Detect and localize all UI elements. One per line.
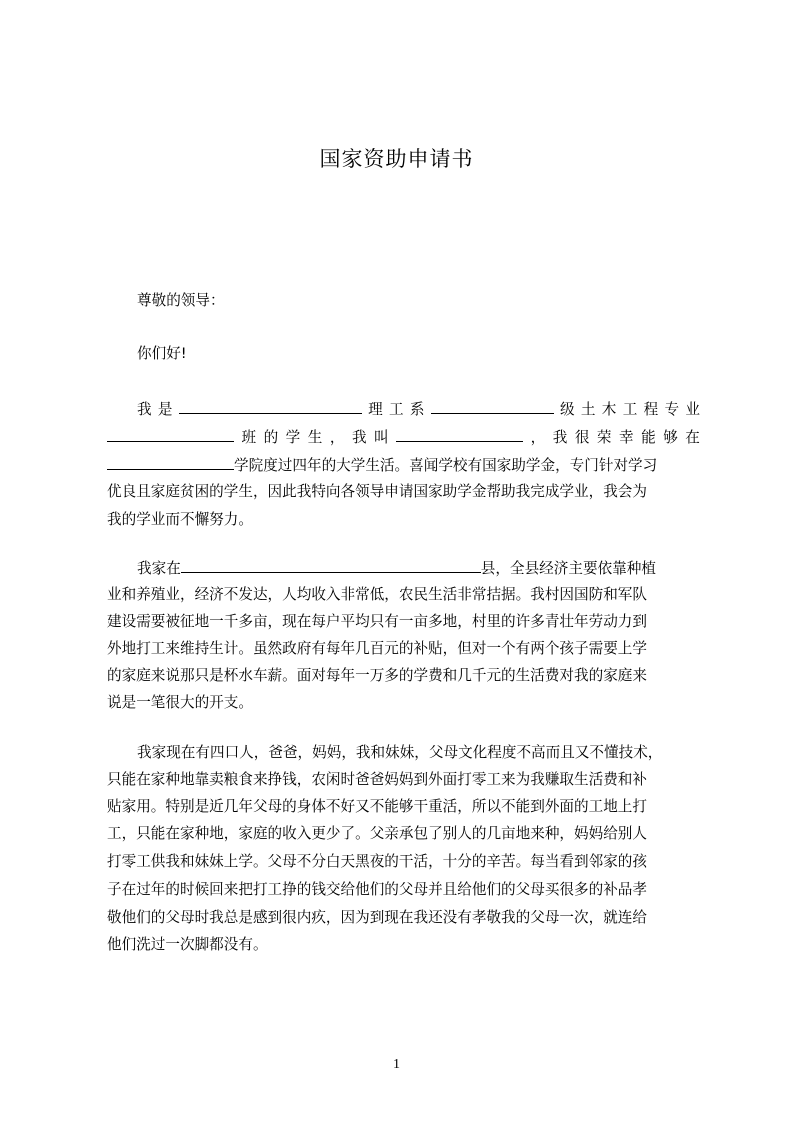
class-blank (107, 426, 234, 442)
p2-line-6: 说是一笔很大的开支。 (107, 694, 253, 711)
p3-line-4: 工，只能在家种地，家庭的收入更少了。父亲承包了别人的几亩地来种，妈妈给别人 (107, 825, 647, 842)
document-title: 国家资助申请书 (319, 147, 474, 171)
p2-line-2: 业和养殖业，经济不发达，人均收入非常低，农民生活非常拮据。我村因国防和军队 (107, 586, 647, 603)
p2-line-4: 外地打工来维持生计。虽然政府有每年几百元的补贴，但对一个有两个孩子需要上学 (107, 640, 647, 657)
p3-line-1: 我家现在有四口人，爸爸，妈妈，我和妹妹，父母文化程度不高而且又不懂技术， (137, 744, 663, 761)
p3-line-3: 贴家用。特别是近几年父母的身体不好又不能够干重活，所以不能到外面的工地上打 (107, 798, 647, 815)
p3-line-8: 他们洗过一次脚都没有。 (107, 936, 268, 953)
name-blank (396, 426, 523, 442)
p1-line-5: 我的学业而不懈努力。 (107, 511, 253, 528)
p3-line-5: 打零工供我和妹妹上学。父母不分白天黑夜的干活，十分的辛苦。每当看到邻家的孩 (107, 853, 647, 870)
p2-line-3: 建设需要被征地一千多亩，现在每户平均只有一亩多地，村里的许多青壮年劳动力到 (107, 613, 647, 630)
page-number: 1 (393, 1057, 400, 1072)
grade-blank (431, 398, 554, 414)
p3-line-7: 敬他们的父母时我总是感到很内疚，因为到现在我还没有孝敬我的父母一次，就连给 (107, 909, 647, 926)
p1-line-4: 优良且家庭贫困的学生，因此我特向各领导申请国家助学金帮助我完成学业，我会为 (107, 483, 647, 500)
greeting: 你们好! (137, 345, 187, 362)
p1-line-3: 学院度过四年的大学生活。喜闻学校有国家助学金，专门针对学习 (107, 454, 657, 476)
p3-line-6: 子在过年的时候回来把打工挣的钱交给他们的父母并且给他们的父母买很多的补品孝 (107, 881, 647, 898)
department-blank (179, 398, 362, 414)
p2-line-1: 我家在 县，全县经济主要依靠种植 (137, 557, 656, 579)
p1-line-2: 班 的 学 生 ， 我 叫 ， 我 很 荣 幸 能 够 在 (107, 426, 700, 448)
p1-line-1: 我 是 理 工 系 级 土 木 工 程 专 业 (137, 398, 700, 420)
p3-line-2: 只能在家种地靠卖粮食来挣钱，农闲时爸爸妈妈到外面打零工来为我赚取生活费和补 (107, 771, 647, 788)
p2-line-5: 的家庭来说那只是杯水车薪。面对每年一万多的学费和几千元的生活费对我的家庭来 (107, 667, 647, 684)
salutation: 尊敬的领导： (137, 292, 225, 309)
county-blank (181, 557, 481, 573)
college-blank (107, 454, 234, 470)
